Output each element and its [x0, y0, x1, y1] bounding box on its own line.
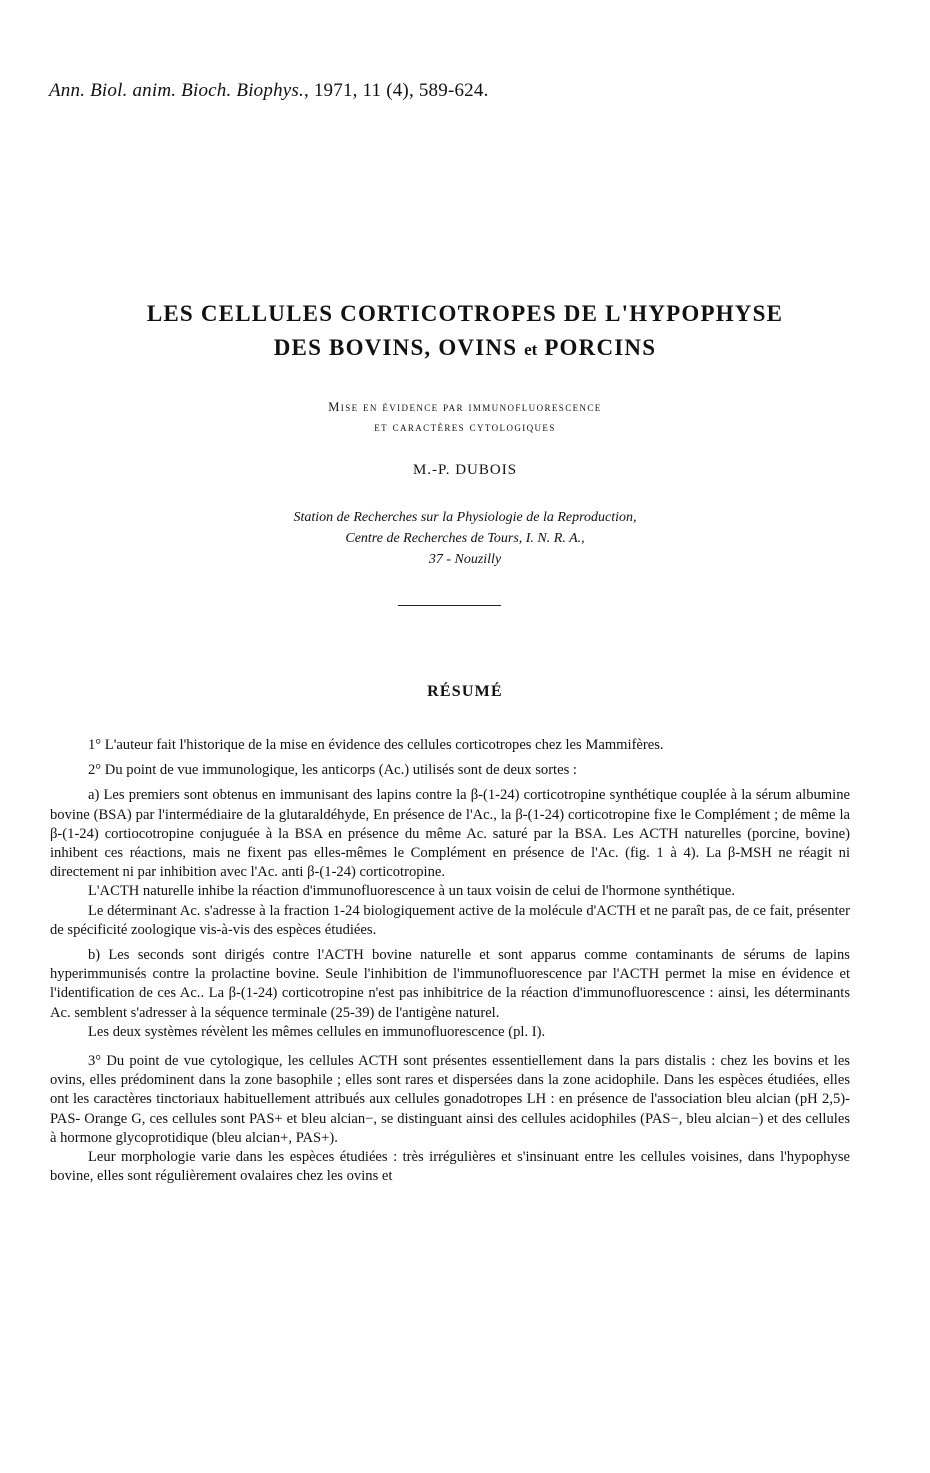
separator-rule	[398, 605, 501, 606]
abstract-body	[50, 736, 850, 1186]
author-name: M.-P. DUBOIS	[412, 462, 518, 478]
affiliation-line-1: Station de Recherches sur la Physiologie de la Reproduction,	[293, 510, 637, 525]
paragraph-cytology: 3° Du point de vue cytologique, les cellules ACTH sont présentes essentiellement dans la pars distalis : chez les bovins et les ovins, elles prédominent dans la zone basophile ; elles sont rares et dispersées dans la zone acidophile. Dans les espèces étudiées, elles ont les caractères tinctoriaux habituellement attribués aux cellules gonadotropes LH : en présence de l'association bleu alcian (pH 2,5)- PAS- Orange G, ces cellules sont PAS+ et bleu alcian−, se distinguant ainsi des cellules acidophiles (PAS−, bleu alcian−) et des cellules à hormone glycoprotidique (bleu alcian+, PAS+).	[50, 1053, 850, 1146]
article-title-line-2	[0, 332, 930, 366]
affiliation-line-3: 37 - Nouzilly	[428, 552, 502, 567]
subtitle-line-2: et caractères cytologiques	[374, 420, 556, 434]
journal-name: Ann. Biol. anim. Bioch. Biophys.	[49, 80, 304, 101]
title-part-b: PORCINS	[544, 335, 657, 360]
paragraph-acth-inhibition: L'ACTH naturelle inhibe la réaction d'immunofluorescence à un taux voisin de celui de l'hormone synthétique.	[88, 883, 735, 900]
title-part-a: DES BOVINS, OVINS	[273, 335, 518, 360]
article-title-line-1: LES CELLULES CORTICOTROPES DE L'HYPOPHYSE	[146, 301, 784, 326]
affiliation-line-2: Centre de Recherches de Tours, I. N. R. A.,	[345, 531, 585, 546]
resume-heading: RÉSUMÉ	[427, 683, 503, 700]
paragraph-morphology: Leur morphologie varie dans les espèces étudiées : très irrégulières et s'insinuant entre les cellules voisines, dans l'hypophyse bovine, elles sont régulièrement ovalaires chez les ovins et	[50, 1149, 850, 1185]
paragraph-history: 1° L'auteur fait l'historique de la mise en évidence des cellules corticotropes chez les Mammifères.	[88, 737, 664, 753]
title-conjunction: et	[524, 340, 538, 359]
paragraph-antibody-b: b) Les seconds sont dirigés contre l'ACTH bovine naturelle et sont apparus comme contaminants de sérums de lapins hyperimmunisés contre la prolactine bovine. Seule l'inhibition de l'immunofluorescence par l'ACTH permet la mise en évidence et l'identification de ces Ac.. La β-(1-24) corticotropine n'est pas inhibitrice de la réaction d'immunofluorescence : ainsi, les déterminants Ac. semblent s'adresser à la séquence terminale (25-39) de l'antigène naturel.	[50, 947, 850, 1021]
paragraph-antibody-a: a) Les premiers sont obtenus en immunisant des lapins contre la β-(1-24) corticotropine synthétique couplée à la sérum albumine bovine (BSA) par l'intermédiaire de la glutaraldéhyde, En présence de l'Ac., la β-(1-24) corticotropine fixe le Complément ; de même la β-(1-24) cortiocotropine conjuguée à la BSA en présence du même Ac. saturé par la BSA. Les ACTH naturelles (porcine, bovine) inhibent ces réactions, mais ne fixent pas elles-mêmes le Complément en présence de l'Ac. (fig. 1 à 4). La β-MSH ne réagit ni directement ni par inhibition avec l'Ac. anti β-(1-24) corticotropine.	[50, 787, 850, 881]
journal-volume-pages: , 1971, 11 (4), 589-624.	[303, 80, 489, 101]
paragraph-determinant: Le déterminant Ac. s'adresse à la fraction 1-24 biologiquement active de la molécule d'ACTH et ne paraît pas, de ce fait, présenter de spécificité zoologique vis-à-vis des espèces étudiées.	[50, 902, 850, 938]
subtitle-line-1: Mise en évidence par immunofluorescence	[328, 400, 602, 414]
paragraph-immunology: 2° Du point de vue immunologique, les anticorps (Ac.) utilisés sont de deux sortes :	[88, 762, 577, 779]
journal-reference	[49, 80, 489, 102]
paragraph-two-systems: Les deux systèmes révèlent les mêmes cellules en immunofluorescence (pl. I).	[88, 1023, 546, 1040]
